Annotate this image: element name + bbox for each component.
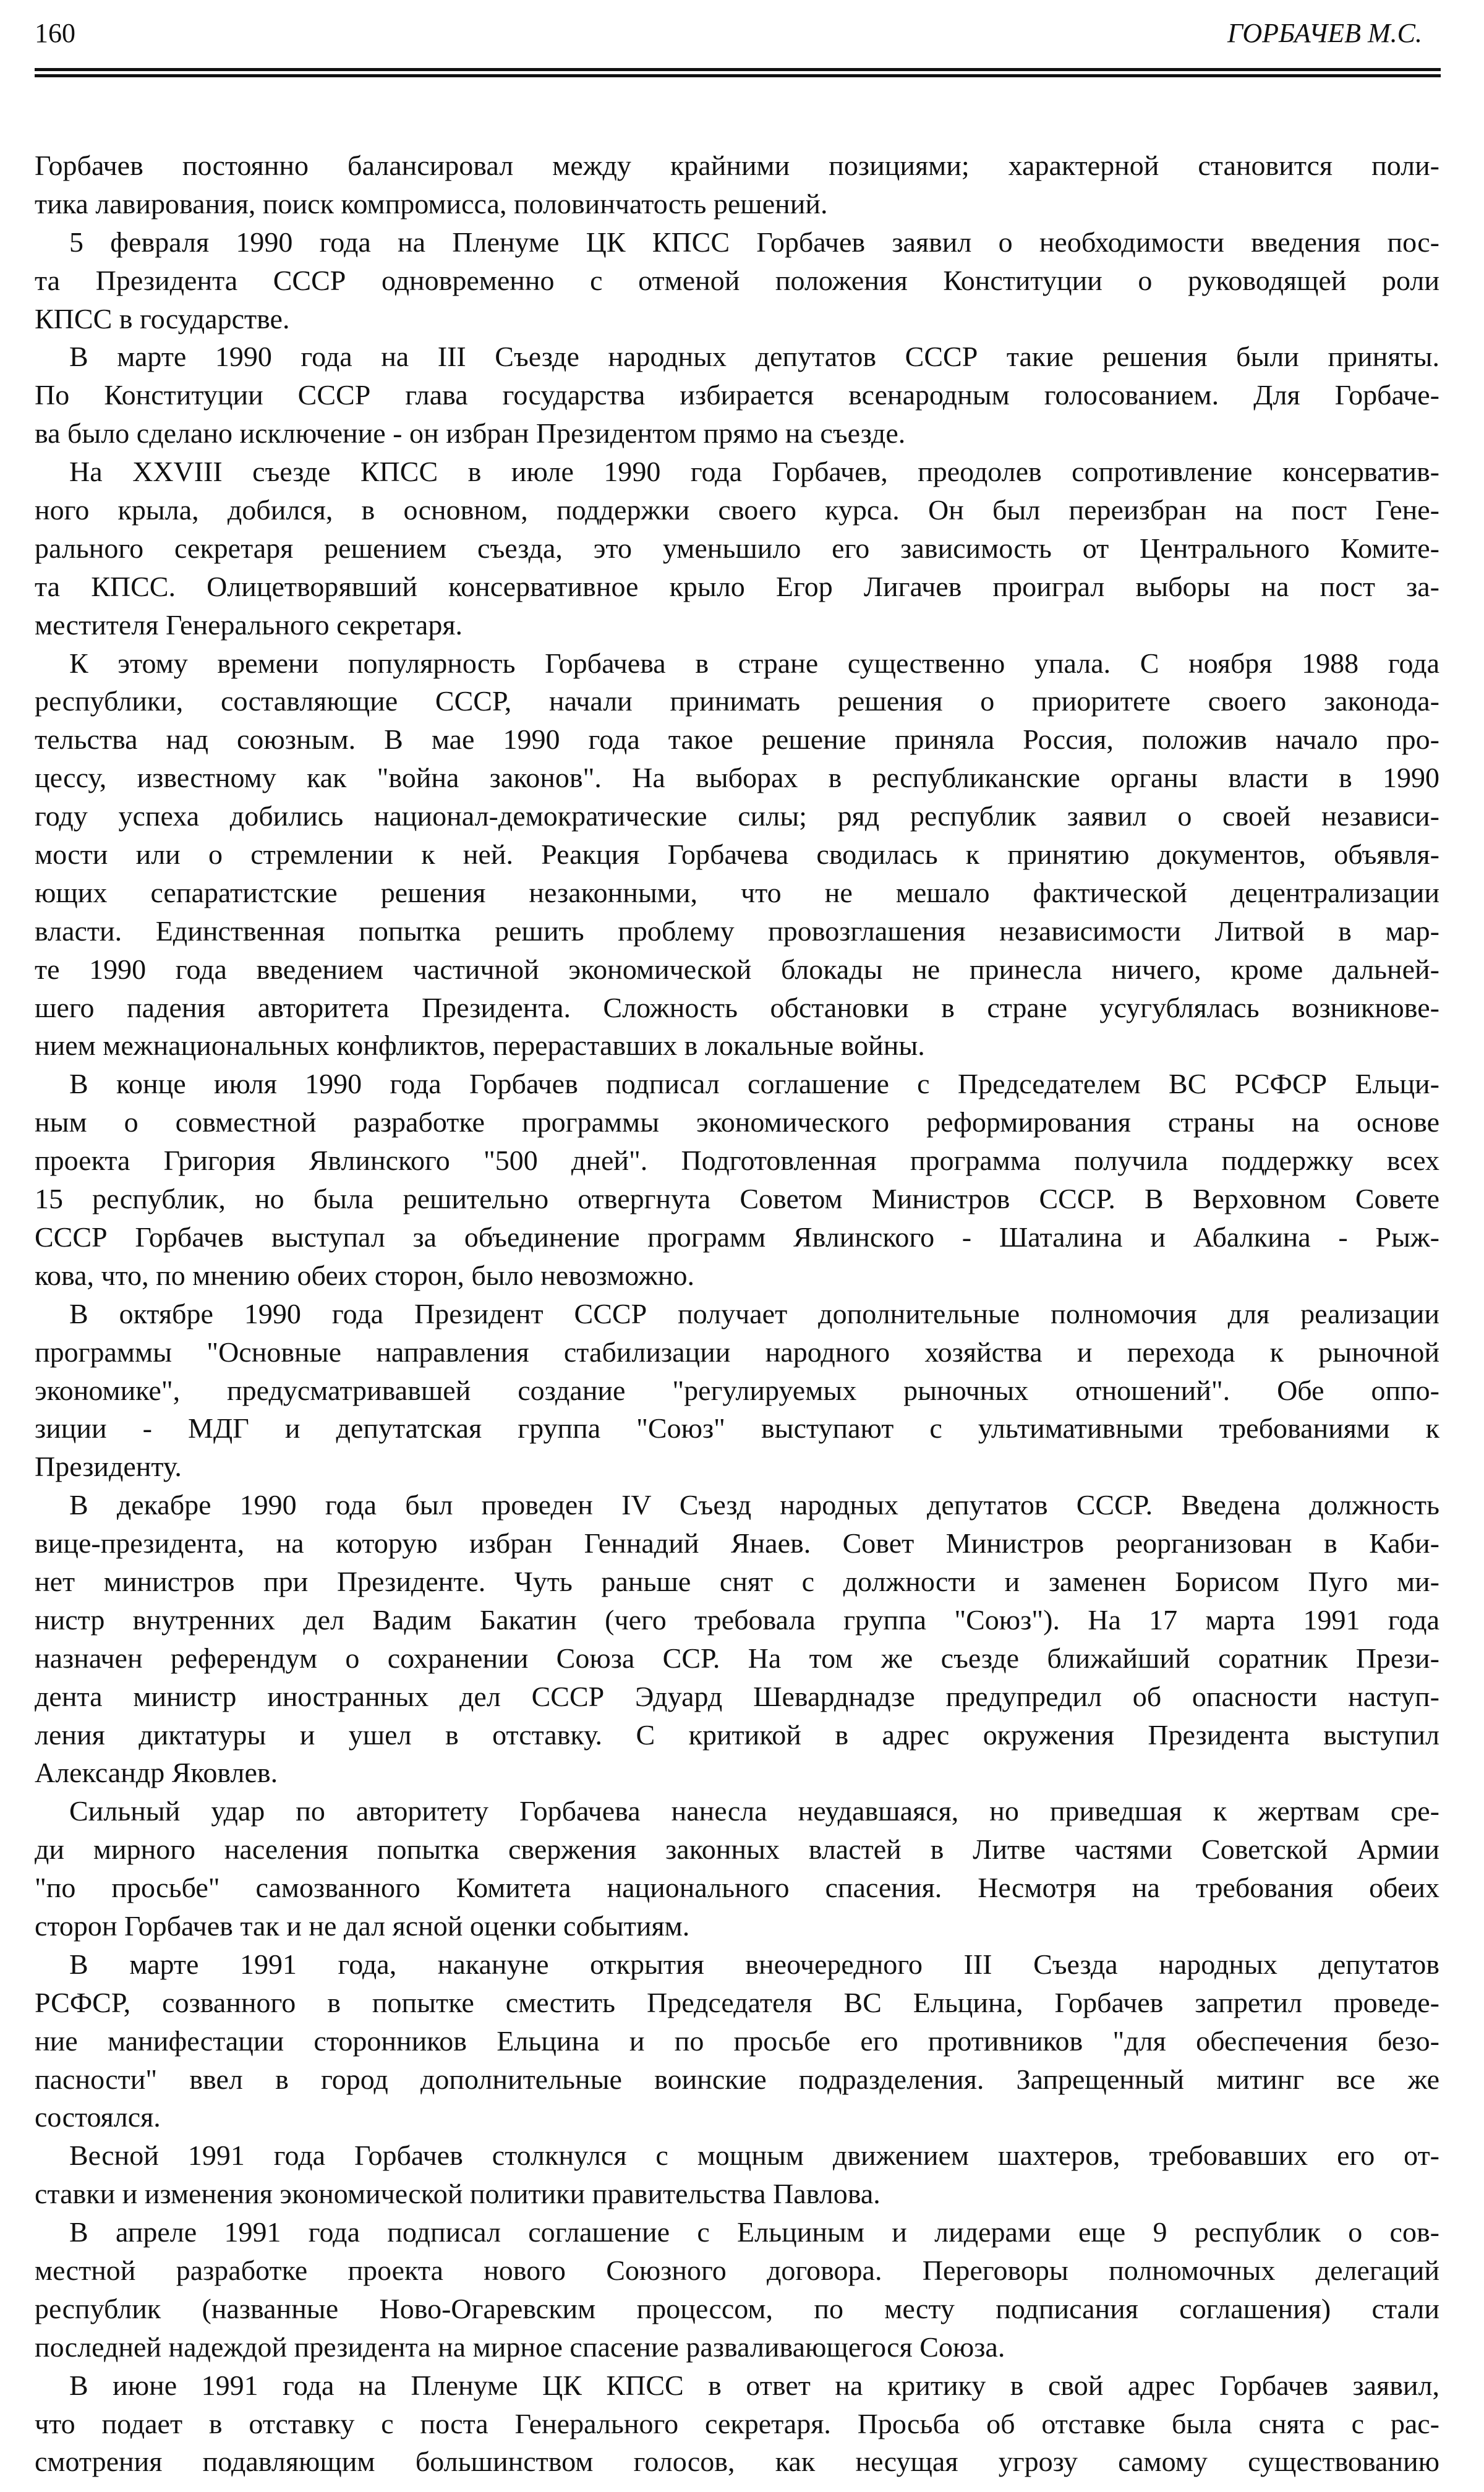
text-line: В июне 1991 года на Пленуме ЦК КПСС в ответ на критику в свой адрес Горбачев заявил, [69,2369,1439,2401]
text-line: местной разработке проекта нового Союзного договора. Переговоры полномочных делегаций [35,2254,1439,2286]
text-line: Сильный удар по авторитету Горбачева нанесла неудавшаяся, но приведшая к жертвам сре- [69,1795,1439,1827]
text-line: нет министров при Президенте. Чуть раньше снят с должности и заменен Борисом Пуго ми- [35,1565,1439,1597]
body-text [35,147,1439,2481]
text-line: КПСС в государстве. [35,302,290,335]
text-line: году успеха добились национал-демократические силы; ряд республик заявил о своей независи- [35,800,1439,832]
text-line: Горбачев постоянно балансировал между крайними позициями; характерной становится поли- [35,150,1439,181]
text-line: кова, что, по мнению обеих сторон, было невозможно. [35,1259,694,1291]
text-line: программы "Основные направления стабилизации народного хозяйства и перехода к рыночной [35,1336,1439,1368]
text-line: СССР Горбачев выступал за объединение программ Явлинского - Шаталина и Абалкина - Рыж- [35,1221,1439,1253]
text-line: власти. Единственная попытка решить проблему провозглашения независимости Литвой в мар- [35,915,1439,947]
text-line: Весной 1991 года Горбачев столкнулся с мощным движением шахтеров, требовавших его от- [69,2140,1439,2172]
text-line: В конце июля 1990 года Горбачев подписал соглашение с Председателем ВС РСФСР Ельци- [69,1068,1439,1100]
text-line: мости или о стремлении к ней. Реакция Горбачева сводилась к принятию документов, объявля- [35,838,1439,871]
text-line: В марте 1991 года, накануне открытия внеочередного III Съезда народных депутатов [69,1948,1439,1980]
text-line: 5 февраля 1990 года на Пленуме ЦК КПСС Горбачев заявил о необходимости введения пос- [69,226,1439,258]
text-line: назначен референдум о сохранении Союза ССР. На том же съезде ближайший соратник Прези- [35,1642,1439,1674]
text-line: "по просьбе" самозванного Комитета национального спасения. Несмотря на требования обеих [35,1872,1439,1904]
text-line: ние манифестации сторонников Ельцина и по просьбе его противников "для обеспечения безо- [35,2025,1439,2057]
text-line: нием межнациональных конфликтов, перераставших в локальные войны. [35,1030,925,1062]
paragraph [35,147,1439,223]
text-line: зиции - МДГ и депутатская группа "Союз" выступают с ультимативными требованиями к [35,1412,1439,1444]
page-number: 160 [35,18,75,48]
text-line: тика лавирования, поиск компромисса, половинчатость решений. [35,187,828,220]
paragraph [35,453,1439,644]
text-line: рального секретаря решением съезда, это уменьшило его зависимость от Центрального Комите- [35,532,1439,564]
text-line: цессу, известному как "война законов". На выборах в республиканские органы власти в 1990 [35,762,1439,794]
paragraph [35,1792,1439,1945]
text-line: ного крыла, добился, в основном, поддержки своего курса. Он был переизбран на пост Гене- [35,494,1439,526]
paragraph [35,2366,1439,2481]
text-line: что подает в отставку с поста Генерального секретаря. Просьба об отставке была снята с рас- [35,2407,1439,2439]
header-rule-bottom [35,74,1441,77]
text-line: ставки и изменения экономической политики правительства Павлова. [35,2178,881,2210]
text-line: ди мирного населения попытка свержения законных властей в Литве частями Советской Армии [35,1833,1439,1866]
text-line: республик (названные Ново-Огаревским процессом, по месту подписания соглашения) стали [35,2292,1439,2324]
paragraph [35,644,1439,1065]
text-line: Александр Яковлев. [35,1757,278,1789]
text-line: ва было сделано исключение - он избран Президентом прямо на съезде. [35,417,906,450]
text-line: тельства над союзным. В мае 1990 года такое решение приняла Россия, положив начало про- [35,723,1439,756]
paragraph [35,1295,1439,1486]
text-line: ющих сепаратистские решения незаконными, что не мешало фактической децентрализации [35,876,1439,908]
text-line: шего падения авторитета Президента. Сложность обстановки в стране усугублялась возникнове- [35,991,1439,1023]
text-line: К этому времени популярность Горбачева в стране существенно упала. С ноября 1988 года [69,647,1439,679]
paragraph [35,2213,1439,2366]
text-line: ления диктатуры и ушел в отставку. С критикой в адрес окружения Президента выступил [35,1718,1439,1751]
paragraph [35,1945,1439,2136]
running-title: ГОРБАЧЕВ М.С. [1227,18,1422,48]
text-line: На XXVIII съезде КПСС в июле 1990 года Горбачев, преодолев сопротивление консерватив- [69,456,1439,488]
text-line: нистр внутренних дел Вадим Бакатин (чего требовала группа "Союз"). На 17 марта 1991 года [35,1603,1439,1636]
header-rule-top [35,68,1441,71]
text-line: сторон Горбачев так и не дал ясной оценки событиям. [35,1910,690,1942]
text-line: республики, составляющие СССР, начали принимать решения о приоритете своего законода- [35,685,1439,717]
paragraph [35,1065,1439,1294]
text-line: По Конституции СССР глава государства избирается всенародным голосованием. Для Горбаче- [35,379,1439,411]
text-line: В апреле 1991 года подписал соглашение с Ельциным и лидерами еще 9 республик о сов- [69,2216,1439,2248]
paragraph [35,1486,1439,1792]
text-line: состоялся. [35,2101,161,2133]
text-line: та Президента СССР одновременно с отменой положения Конституции о руководящей роли [35,264,1439,296]
text-line: экономике", предусматривавшей создание "регулируемых рыночных отношений". Обе оппо- [35,1374,1439,1406]
text-line: последней надеждой президента на мирное спасение разваливающегося Союза. [35,2331,1005,2363]
text-line: те 1990 года введением частичной экономической блокады не принесла ничего, кроме дальней- [35,953,1439,985]
paragraph [35,223,1439,338]
text-line: В декабре 1990 года был проведен IV Съезд народных депутатов СССР. Введена должность [69,1489,1439,1521]
text-line: 15 республик, но была решительно отвергнута Советом Министров СССР. В Верховном Совете [35,1183,1439,1215]
text-line: дента министр иностранных дел СССР Эдуард Шеварднадзе предупредил об опасности наступ- [35,1680,1439,1712]
text-line: Президенту. [35,1451,182,1483]
paragraph [35,2136,1439,2213]
text-line: местителя Генерального секретаря. [35,608,463,641]
text-line: проекта Григория Явлинского "500 дней". Подготовленная программа получила поддержку всех [35,1145,1439,1177]
paragraph [35,338,1439,453]
text-line: смотрения подавляющим большинством голосов, как несущая угрозу самому существованию [35,2446,1439,2478]
text-line: РСФСР, созванного в попытке сместить Председателя ВС Ельцина, Горбачев запретил проведе- [35,1986,1439,2018]
text-line: вице-президента, на которую избран Геннадий Янаев. Совет Министров реорганизован в Каби- [35,1527,1439,1560]
text-line: ным о совместной разработке программы экономического реформирования страны на основе [35,1106,1439,1138]
text-line: та КПСС. Олицетворявший консервативное крыло Егор Лигачев проиграл выборы на пост за- [35,570,1439,602]
text-line: пасности" ввел в город дополнительные воинские подразделения. Запрещенный митинг все же [35,2063,1439,2095]
text-line: В марте 1990 года на III Съезде народных депутатов СССР такие решения были приняты. [69,341,1439,373]
text-line: В октябре 1990 года Президент СССР получает дополнительные полномочия для реализации [69,1297,1439,1329]
